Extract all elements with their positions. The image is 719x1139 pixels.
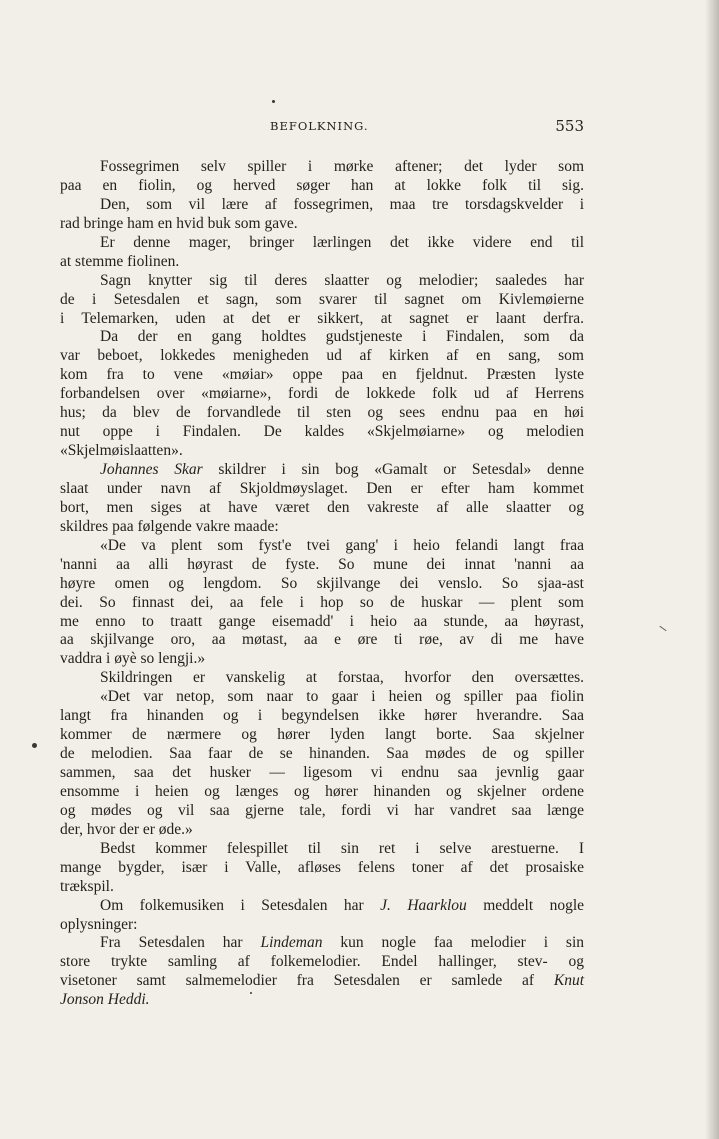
author-name: Knut <box>553 972 585 990</box>
text-line: «Det var netop, som naar to gaar i heien og spiller paa fiolin <box>100 688 584 706</box>
line-rest: meddelt nogle <box>483 896 585 914</box>
text-line: oplysninger: <box>60 915 138 933</box>
text-line: me enno to traatt gange eisemadd' i heio aa stunde, aa høyrast, <box>60 612 584 630</box>
page-edge-shadow <box>705 0 719 1139</box>
line-rest: kun nogle faa melodier i sin <box>340 934 584 952</box>
text-line: slaat under navn af Skjoldmøyslaget. Den er efter ham kommet <box>60 479 584 497</box>
text-line: de i Setesdalen et sagn, som svarer til sagnet om Kivlemøierne <box>60 290 584 308</box>
text-line: der, hvor der er øde.» <box>60 820 193 838</box>
text-line: rad bringe ham en hvid buk som gave. <box>60 214 298 232</box>
text-line <box>60 972 584 991</box>
line-start: visetoner samt salmemelodier fra Setesdalen er samlede af <box>60 972 535 990</box>
line-rest: skildrer i sin bog «Gamalt or Setesdal» denne <box>218 461 585 478</box>
speck-mark <box>272 100 275 103</box>
text-line: Bedst kommer felespillet til sin ret i selve arestuerne. I <box>100 839 584 857</box>
page-header <box>60 119 584 139</box>
margin-mark <box>659 626 666 631</box>
text-line <box>60 991 584 1010</box>
text-line: vaddra i øyè so lengji.» <box>60 650 206 668</box>
author-name: Lindeman <box>260 934 323 952</box>
text-line: og mødes og vil saa gjerne tale, fordi vi har vandret saa længe <box>60 801 584 819</box>
text-line: Den, som vil lære af fossegrimen, maa tre torsdagskvelder i <box>100 195 584 213</box>
text-line: kommer de nærmere og hører lyden langt borte. Saa skjelner <box>60 726 584 744</box>
author-name: Jonson Heddi. <box>60 991 150 1009</box>
text-line: «De va plent som fyst'e tvei gang' i heio felandi langt fraa <box>100 536 584 554</box>
text-line: forbandelsen over «møiarne», fordi de lokkede folk ud af Herrens <box>60 385 584 403</box>
text-line: de melodien. Saa faar de se hinanden. Saa mødes de og spiller <box>60 745 584 763</box>
text-line: «Skjelmøislaatten». <box>60 442 183 460</box>
text-line: kom fra to vene «møiar» oppe paa en fjeldnut. Præsten lyste <box>60 366 584 384</box>
text-line <box>60 897 584 916</box>
text-line: mange bygder, især i Valle, afløses felens toner af det prosaiske <box>60 858 584 876</box>
speck-mark <box>32 743 37 748</box>
text-line: Fossegrimen selv spiller i mørke aftener; det lyder som <box>100 158 584 175</box>
text-line: 'nanni aa alli høyrast de fyste. So mune dei innat 'nanni aa <box>60 555 584 573</box>
text-line: ensomme i heien og længes og hører hinanden og skjelner ordene <box>60 782 584 800</box>
page-number: 553 <box>555 117 584 135</box>
text-line: at stemme fiolinen. <box>60 252 180 270</box>
text-line: store trykte samling af folkemelodier. Endel hallinger, stev- og <box>60 953 584 971</box>
text-line: dei. So finnast dei, aa fele i hop so de huskar — plent som <box>60 593 584 611</box>
text-line: høyre omen og lengdom. So skjilvange dei venslo. So sjaa-ast <box>60 574 584 592</box>
author-name: Johannes Skar <box>100 461 203 478</box>
text-line: bort, men siges at have været den vakreste af alle slaatter og <box>60 498 584 516</box>
line-start: Om folkemusiken i Setesdalen har <box>100 896 364 914</box>
text-line: Sagn knytter sig til deres slaatter og melodier; saaledes har <box>100 271 584 289</box>
text-line <box>60 934 584 953</box>
text-line: langt fra hinanden og i begyndelsen ikke hører hverandre. Saa <box>60 707 584 725</box>
text-line: var beboet, lokkedes menigheden ud af kirken af en sang, som <box>60 347 584 365</box>
text-line: trækspil. <box>60 877 114 895</box>
running-title: BEFOLKNING. <box>270 119 369 133</box>
text-line: paa en fiolin, og herved søger han at lokke folk til sig. <box>60 176 584 194</box>
text-line: Er denne mager, bringer lærlingen det ikke videre end til <box>100 233 584 251</box>
body-text <box>60 158 584 1010</box>
text-line: i Telemarken, uden at det er sikkert, at sagnet er laant derfra. <box>60 309 584 327</box>
text-line: Da der en gang holdtes gudstjeneste i Findalen, som da <box>100 328 584 346</box>
text-line: hus; da blev de forvandlede til sten og sees endnu paa en høi <box>60 404 584 422</box>
text-line <box>60 461 584 480</box>
text-line: skildres paa følgende vakre maade: <box>60 517 279 535</box>
text-line: nut oppe i Findalen. De kaldes «Skjelmøiarne» og melodien <box>60 423 584 441</box>
author-name: J. Haarklou <box>380 896 467 914</box>
line-start: Fra Setesdalen har <box>100 934 243 952</box>
text-line: sammen, saa det husker — ligesom vi endnu saa jevnlig gaar <box>60 764 584 781</box>
text-line: aa skjilvange oro, aa møtast, aa e øre ti røe, av di me have <box>60 631 584 649</box>
text-line: Skildringen er vanskelig at forstaa, hvorfor den oversættes. <box>100 669 584 687</box>
